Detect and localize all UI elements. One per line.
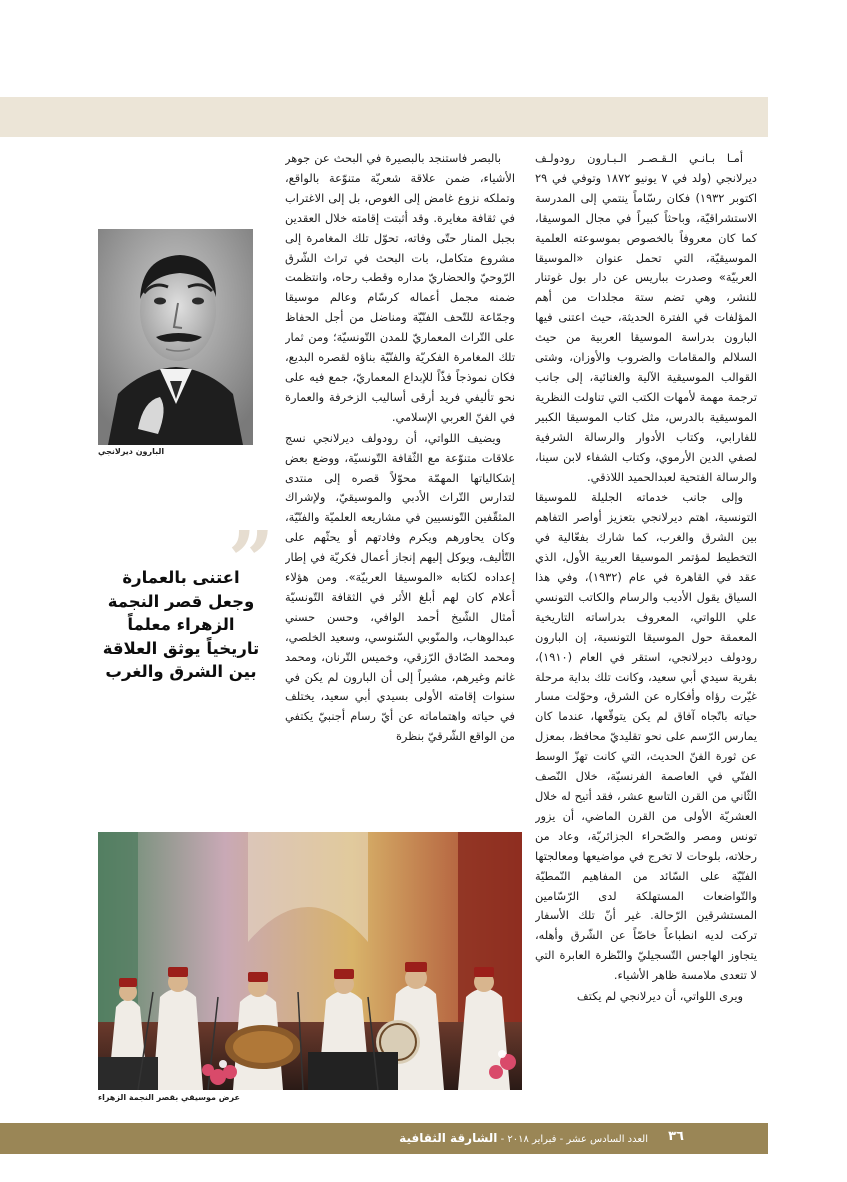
header-band [0, 97, 768, 137]
footer-bar [0, 1123, 768, 1154]
paragraph: وإلى جانب خدماته الجليلة للموسيقا التونسية، اهتم ديرلانجي بتعزيز أواصر التفاهم بين الشرق والغرب، كما شارك بفعّالية في التخطيط لمؤتمر الموسيقا العربية الأول، الذي عقد في القاهرة في عام (١٩٣٢)، وفي هذا السياق يقول الأديب والرسام والكاتب التونسي علي اللواتي، المعروف بدراساته التاريخية المعمقة حول الموسيقا التونسية، إن البارون رودولف ديرلانجي، استقر في العام (١٩١٠)، بقرية سيدي أبي سعيد، وكانت تلك بداية مرحلة غيّرت رؤاه وأفكاره عن الشرق، وحوّلت مسار حياته باتّجاه آفاق لم يكن يتوقّعها، عندما كان يمارس الرّسم على نحو تقليديّ محافظ، بمعزل عن ثورة الفنّ الحديث، التي كانت تهزّ الوسط الفنّي في العاصمة الفرنسيّة، خلال النّصف الثّاني من القرن التاسع عشر، فقد أتيح له خلال العشريّة الأولى من القرن الماضي، أن يزور تونس ومصر والصّحراء الجزائريّة، وعاد من رحلاته، بلوحات لا تخرج في مواضيعها ومعالجتها الفنّيّة على السّائد من المفاهيم النّمطيّة والتّواضعات المستهلكة لدى الرّسّامين المستشرقين الرّحالة. غير أنّ تلك الأسفار تركت لديه انطباعاً خاصّاً عن الشّرق وأهله، يتجاوز الهاجس التّسجيليّ والنّظرة العابرة التي لا تتعدى ملامسة ظاهر الأشياء. [535, 490, 757, 983]
footer-issue: العدد السادس عشر - فبراير ٢٠١٨ - [500, 1134, 648, 1145]
baron-portrait-photo [98, 229, 253, 445]
concert-photo [98, 832, 522, 1090]
footer-issue-line [399, 1131, 648, 1145]
article-column-right [535, 149, 757, 1099]
concert-photo-caption: عرض موسيقي بقصر النجمة الزهراء [98, 1093, 240, 1102]
magazine-brand: الشارقة الثقافية [399, 1131, 498, 1145]
portrait-caption: البارون ديرلانجي [98, 447, 165, 456]
paragraph: ويرى اللواتي، أن ديرلانجي لم يكتف [576, 989, 743, 1004]
pull-quote: اعتنى بالعمارة وجعل قصر النجمة الزهراء معلماً تاريخياً يوثق العلاقة بين الشرق والغرب [102, 568, 260, 681]
page-number: ٣٦ [668, 1129, 684, 1144]
paragraph: بالبصر فاستنجد بالبصيرة في البحث عن جوهر الأشياء، ضمن علاقة شعريّة متنوّعة بالواقع، وتملكه نزوع غامض إلى الغوص، بل إلى الاغتراب في ثقافة مغايرة. وقد أثبتت إقامته خلال العقدين بجبل المنار حتّى وفاته، تحوّل تلك المغامرة إلى مشروع متكامل، بات البحث في تراث الشّرق الرّوحيّ والحضاريّ مداره وقطب رحاه، وانتظمت ضمنه مجمل أعماله كرسّام وعالم موسيقا وجمّاعة للتّحف الفنّيّة ومناضل من أجل الحفاظ على التّراث المعماريّ للمدن التّونسيّة؛ ومن ثمار تلك المغامرة الفكريّة والفنّيّة بناؤه لقصره البديع، فكان نموذجاً فذّاً للإبداع المعماريّ، جمع فيه على نحو تأليفي فريد أرقى أساليب الزخرفة والعمارة في الفنّ العربي الإسلامي. [285, 151, 515, 424]
quote-mark: ” [228, 513, 275, 607]
article-column-middle [285, 149, 515, 829]
paragraph: أمـا بـانـي الـقـصـر الـبـارون رودولـف ديرلانجي (ولد في ٧ يونيو ١٨٧٢ وتوفي في ٢٩ اكتوبر ١٩٣٢) فكان رسّاماً ينتمي إلى المدرسة الاستشراقيّة، وباحثاً كبيراً في مجال الموسيقا، كما كان معروفاً بالخصوص بموسوعته العلمية الموسيقيّة، التي تحمل عنوان «الموسيقا العربيّة» وصدرت بباريس عن دار بول غوتنار للنشر، وهي تضم ستة مجلدات من أهم المؤلفات في الفترة الحديثة، حيث اعتنى فيها البارون بدراسة الموسيقا العربية من حيث السلالم والمقامات والضروب والأوزان، وشتى القوالب الموسيقية الآلية والغنائية، إلى جانب ترجمة مهمة لأمهات الكتب التي تناولت النظرية الموسيقية بالدرس، مثل كتاب الموسيقا الكبير للفارابي، وكتاب الأدوار والرسالة الشرفية لصفي الدين الأرموي، وكتاب الشفاء لابن سينا، والرسالة الفتحية لعبدالحميد اللاذقي. [535, 151, 757, 484]
paragraph: ويضيف اللواتي، أن رودولف ديرلانجي نسج علاقات متنوّعة مع الثّقافة التّونسيّة، ووضع بعض إشكالياتها المهمّة محوّلاً قصره إلى منتدى لتدارس التّراث الأدبي والموسيقيّ، ولإشراك المثقّفين التّونسيين في مشاريعه العلميّة والفنّيّة، وكان يحاورهم ويكرم وفادتهم أو يحثّهم على التّأليف، ويوكل إليهم إنجاز أعمال فكريّة في إطار إعداده لكتابه «الموسيقا العربيّة». ومن هؤلاء أعلام كان لهم أبلغ الأثر في الثقافة التّونسيّة أمثال الشّيخ أحمد الوافي، وحسن حسني عبدالوهاب، والمنّوبي السّنوسي، وسعيد الخلصي، ومحمد الصّادق الرّزقي، وخميس التّرنان، ومحمد غانم وغيرهم، مشيراً إلى أن البارون لم يكن في سنوات إقامته الأولى بسيدي أبي سعيد، يختلف في حياته واهتماماته عن أيّ رسام أجنبيّ يكتفي من الواقع الشّرقيّ بنظرة [285, 430, 515, 744]
